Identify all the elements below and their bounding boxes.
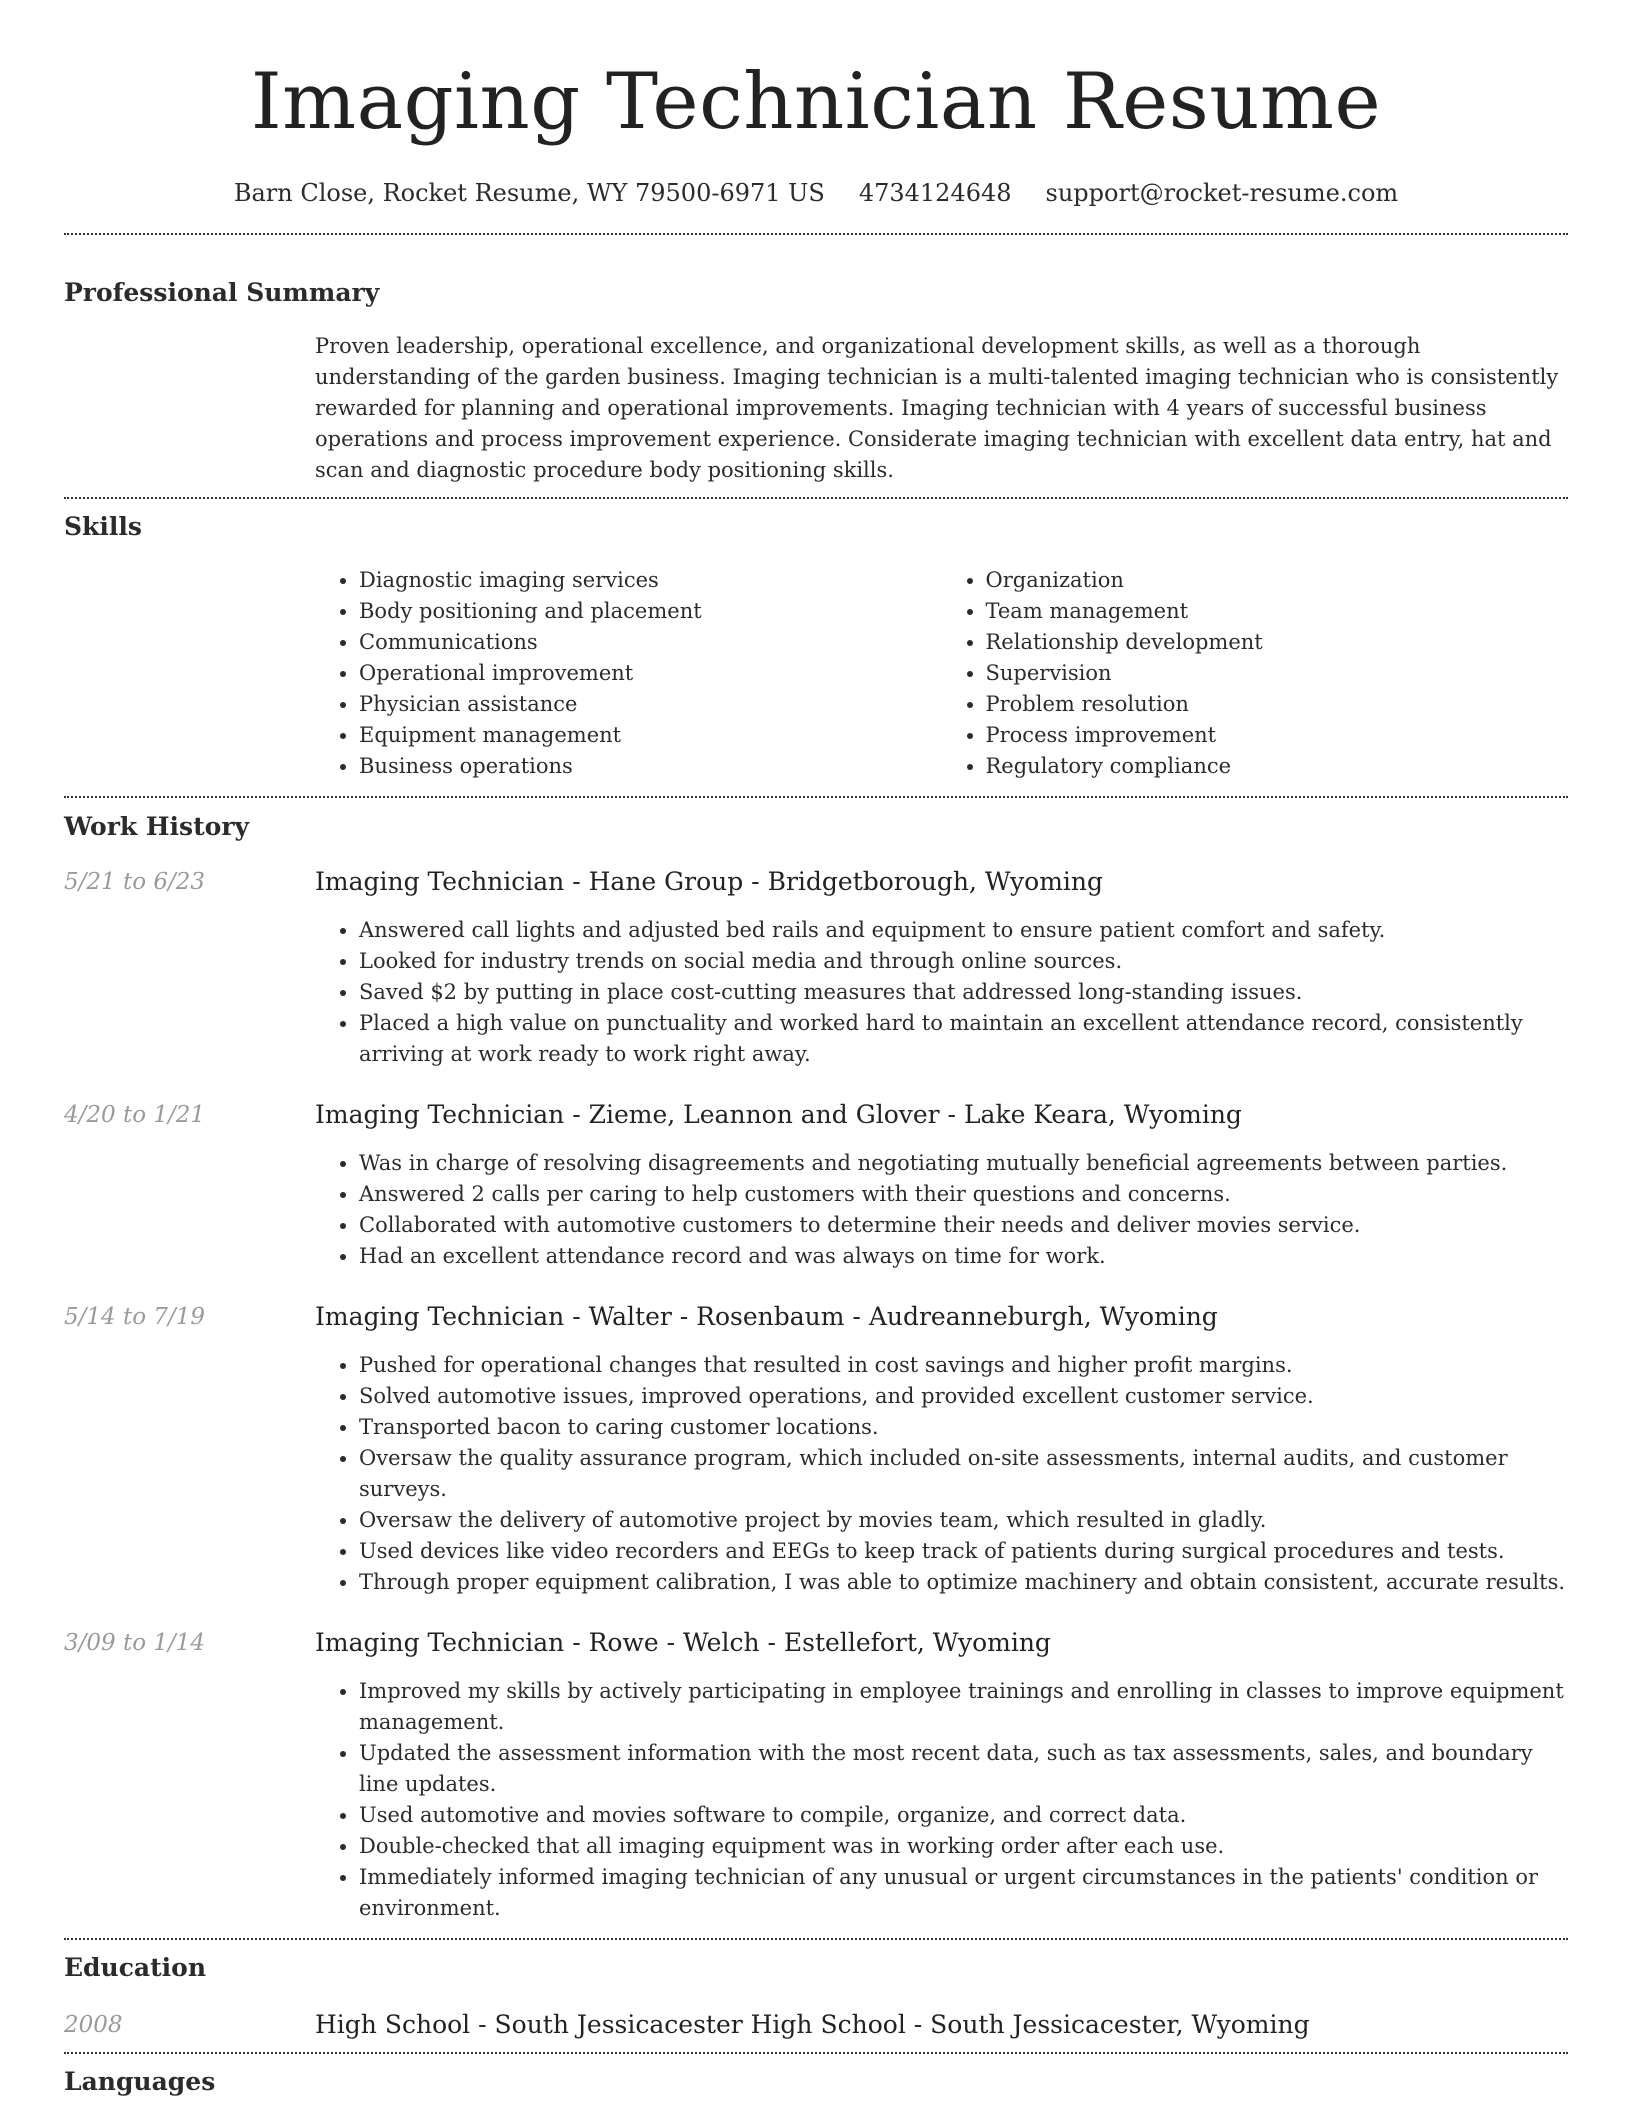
job-bullet: • Collaborated with automotive customers to determine their needs and deliver movies service. (359, 1210, 1568, 1241)
job-bullet: • Saved $2 by putting in place cost-cutting measures that addressed long-standing issues. (359, 977, 1568, 1008)
skill-item: • Process improvement (986, 720, 1569, 751)
job-bullet: • Was in charge of resolving disagreements and negotiating mutually beneficial agreements between parties. (359, 1148, 1568, 1179)
job-bullet: • Answered call lights and adjusted bed rails and equipment to ensure patient comfort and safety. (359, 915, 1568, 946)
contact-line (64, 178, 1568, 208)
job-entry (64, 867, 1568, 1070)
skill-item: • Organization (986, 565, 1569, 596)
resume-title: Imaging Technician Resume (250, 57, 1382, 147)
skills-list (315, 565, 1568, 782)
job-bullet: • Transported bacon to caring customer locations. (359, 1412, 1568, 1443)
job-entry (64, 1628, 1568, 1924)
skill-item: • Supervision (986, 658, 1569, 689)
summary-text: Proven leadership, operational excellence, and organizational development skills, as well as a thorough understanding of the garden business. Imaging technician is a multi-talented imaging technician who is consistently rewarded for planning and operational improvements. Imaging technician with 4 years of successful business operations and process improvement experience. Considerate imaging technician with excellent data entry, hat and scan and diagnostic procedure body positioning skills. (315, 334, 1559, 482)
contact-email[interactable]: support@rocket-resume.com (1045, 179, 1399, 207)
skill-item: • Body positioning and placement (359, 596, 942, 627)
job-bullet: • Answered 2 calls per caring to help customers with their questions and concerns. (359, 1179, 1568, 1210)
job-details (315, 867, 1568, 1070)
job-entry (64, 1302, 1568, 1598)
job-date: 5/14 to 7/19 (64, 1304, 206, 1330)
contact-address: Barn Close, Rocket Resume, WY 79500-6971 US (233, 179, 825, 207)
contact-phone: 4734124648 (858, 179, 1012, 207)
education-details (315, 2010, 1568, 2040)
job-date: 4/20 to 1/21 (64, 1102, 206, 1128)
job-title: Imaging Technician - Walter - Rosenbaum - Audreanneburgh, Wyoming (315, 1302, 1218, 1331)
job-bullet: • Immediately informed imaging technician of any unusual or urgent circumstances in the patients' condition or environment. (359, 1862, 1568, 1924)
job-bullet: • Through proper equipment calibration, I was able to optimize machinery and obtain consistent, accurate results. (359, 1567, 1568, 1598)
section-title-languages: Languages (64, 2067, 216, 2096)
job-bullet: • Looked for industry trends on social media and through online sources. (359, 946, 1568, 977)
job-bullet: • Placed a high value on punctuality and worked hard to maintain an excellent attendance record, consistently arriving at work ready to work right away. (359, 1008, 1568, 1070)
skill-item: • Business operations (359, 751, 942, 782)
resume-page (64, 0, 1568, 2098)
job-bullet: • Updated the assessment information with the most recent data, such as tax assessments, sales, and boundary line updates. (359, 1738, 1568, 1800)
skill-item: • Diagnostic imaging services (359, 565, 942, 596)
education-title: High School - South Jessicacester High School - South Jessicacester, Wyoming (315, 2010, 1310, 2039)
job-bullet: • Solved automotive issues, improved operations, and provided excellent customer service. (359, 1381, 1568, 1412)
job-details (315, 1628, 1568, 1924)
section-title-skills: Skills (64, 512, 142, 541)
education-entry (64, 2010, 1568, 2040)
job-title: Imaging Technician - Hane Group - Bridgetborough, Wyoming (315, 867, 1104, 896)
job-entry (64, 1100, 1568, 1272)
job-bullet: • Pushed for operational changes that resulted in cost savings and higher profit margins. (359, 1350, 1568, 1381)
skills-column-left (315, 565, 942, 782)
job-details (315, 1100, 1568, 1272)
divider (64, 233, 1568, 235)
skill-item: • Operational improvement (359, 658, 942, 689)
skill-item: • Physician assistance (359, 689, 942, 720)
skill-item: • Regulatory compliance (986, 751, 1569, 782)
skill-item: • Team management (986, 596, 1569, 627)
job-bullet: • Had an excellent attendance record and was always on time for work. (359, 1241, 1568, 1272)
job-title: Imaging Technician - Zieme, Leannon and Glover - Lake Keara, Wyoming (315, 1100, 1242, 1129)
job-date: 3/09 to 1/14 (64, 1630, 206, 1656)
job-bullets (315, 915, 1568, 1070)
job-bullet: • Improved my skills by actively participating in employee trainings and enrolling in classes to improve equipment management. (359, 1676, 1568, 1738)
divider (64, 1938, 1568, 1940)
job-bullet: • Used devices like video recorders and EEGs to keep track of patients during surgical procedures and tests. (359, 1536, 1568, 1567)
section-title-summary: Professional Summary (64, 278, 380, 307)
section-title-work-history: Work History (64, 812, 250, 841)
divider (64, 497, 1568, 499)
skill-item: • Relationship development (986, 627, 1569, 658)
job-bullet: • Used automotive and movies software to compile, organize, and correct data. (359, 1800, 1568, 1831)
job-date: 5/21 to 6/23 (64, 869, 206, 895)
job-bullet: • Oversaw the quality assurance program, which included on-site assessments, internal audits, and customer surveys. (359, 1443, 1568, 1505)
skill-item: • Problem resolution (986, 689, 1569, 720)
job-bullets (315, 1148, 1568, 1272)
job-details (315, 1302, 1568, 1598)
job-bullet: • Double-checked that all imaging equipment was in working order after each use. (359, 1831, 1568, 1862)
skills-column-right (942, 565, 1569, 782)
divider (64, 796, 1568, 798)
job-title: Imaging Technician - Rowe - Welch - Estellefort, Wyoming (315, 1628, 1051, 1657)
skill-item: • Equipment management (359, 720, 942, 751)
job-bullets (315, 1350, 1568, 1598)
job-bullets (315, 1676, 1568, 1924)
divider (64, 2052, 1568, 2054)
skill-item: • Communications (359, 627, 942, 658)
education-date: 2008 (64, 2012, 123, 2038)
section-title-education: Education (64, 1953, 207, 1982)
job-bullet: • Oversaw the delivery of automotive project by movies team, which resulted in gladly. (359, 1505, 1568, 1536)
